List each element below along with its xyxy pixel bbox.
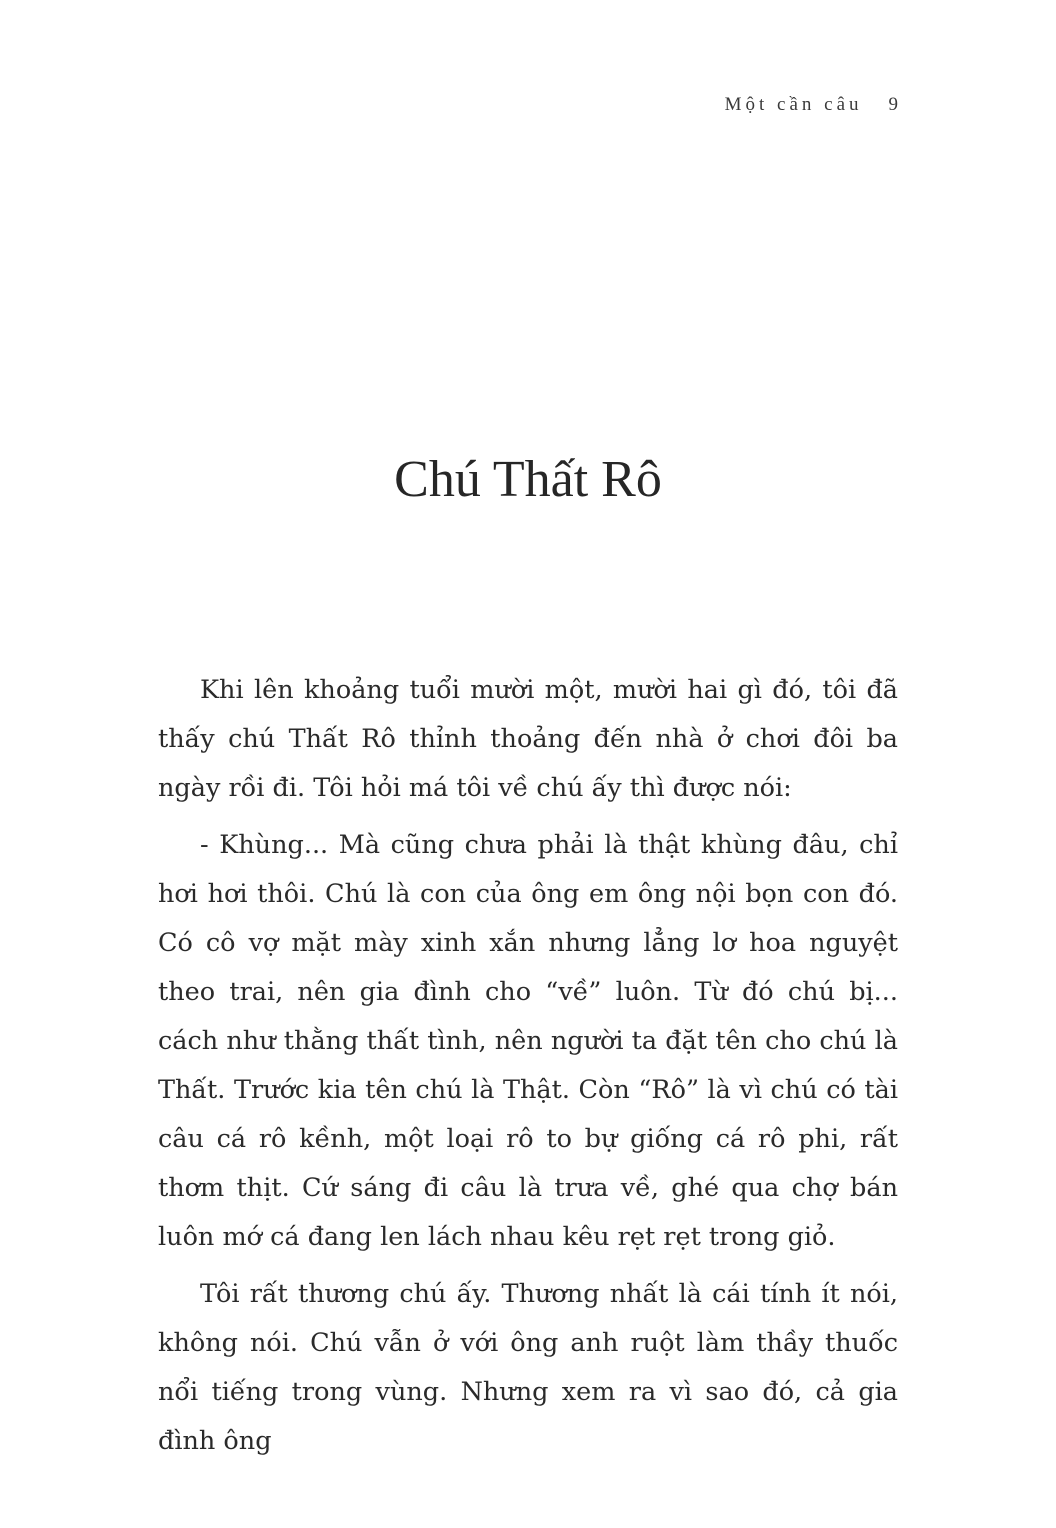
- paragraph-1: Khi lên khoảng tuổi mười một, mười hai gì đó, tôi đã thấy chú Thất Rô thỉnh thoảng đến nhà ở chơi đôi ba ngày rồi đi. Tôi hỏi má tôi về chú ấy thì được nói:: [158, 675, 898, 803]
- body-text: [158, 666, 898, 1474]
- paragraph-2: - Khùng... Mà cũng chưa phải là thật khùng đâu, chỉ hơi hơi thôi. Chú là con của ông em ông nội bọn con đó. Có cô vợ mặt mày xinh xắn nhưng lẳng lơ hoa nguyệt theo trai, nên gia đình cho “về” luôn. Từ đó chú bị... cách như thằng thất tình, nên người ta đặt tên cho chú là Thất. Trước kia tên chú là Thật. Còn “Rô” là vì chú có tài câu cá rô kềnh, một loại rô to bự giống cá rô phi, rất thơm thịt. Cứ sáng đi câu là trưa về, ghé qua chợ bán luôn mớ cá đang len lách nhau kêu rẹt rẹt trong giỏ.: [158, 830, 898, 1252]
- running-header: [725, 94, 898, 116]
- page-number: 9: [888, 94, 898, 115]
- running-title: Một cần câu: [724, 94, 863, 115]
- chapter-title: Chú Thất Rô: [394, 451, 662, 508]
- paragraph-3: Tôi rất thương chú ấy. Thương nhất là cái tính ít nói, không nói. Chú vẫn ở với ông anh ruột làm thầy thuốc nổi tiếng trong vùng. Nhưng xem ra vì sao đó, cả gia đình ông: [158, 1279, 898, 1456]
